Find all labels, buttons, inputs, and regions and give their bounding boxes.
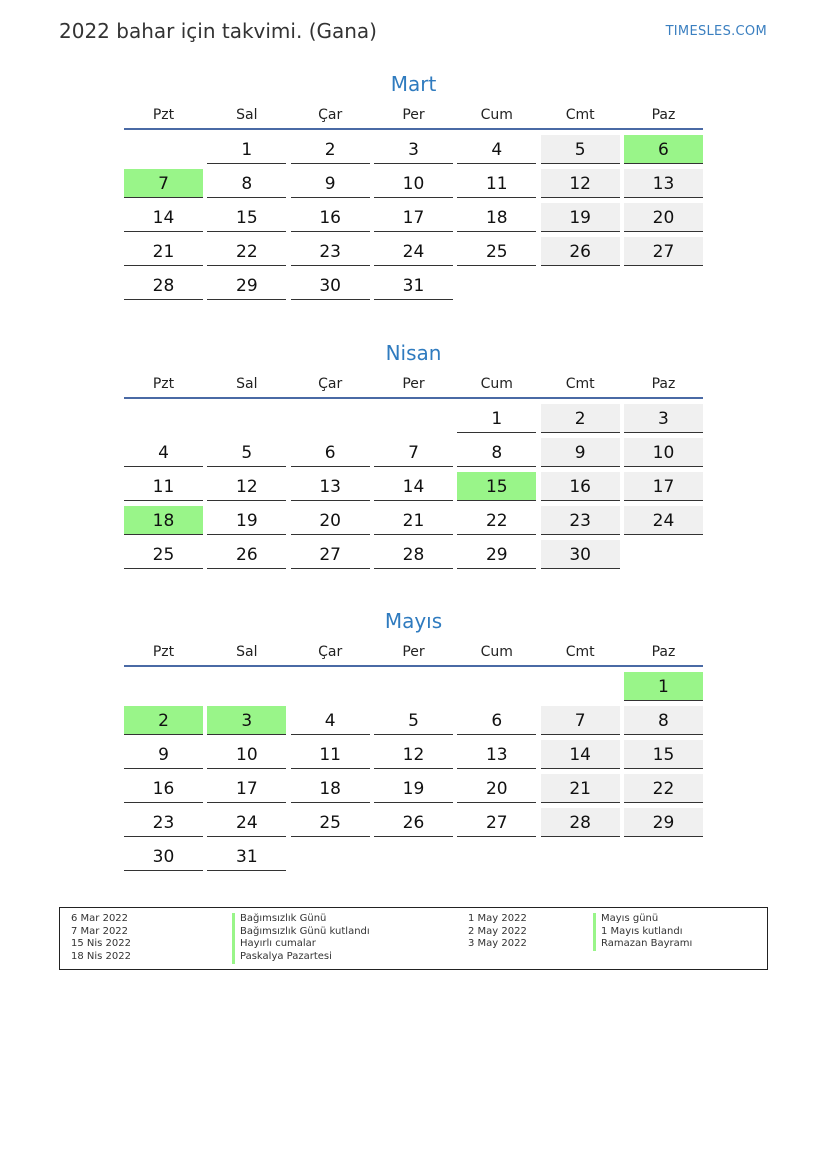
legend-holiday-name: Bağımsızlık Günü kutlandı [232,926,370,939]
day-cell[interactable]: 7 [374,438,453,467]
day-cell[interactable]: 3 [624,404,703,433]
day-cell[interactable]: 20 [624,203,703,232]
day-cell[interactable]: 31 [207,842,286,871]
weekday-label: Cmt [565,644,595,660]
day-cell[interactable]: 27 [624,237,703,266]
weekday-header [124,643,703,667]
legend-date: 1 May 2022 [468,913,527,924]
day-cell[interactable]: 17 [374,203,453,232]
day-cell[interactable]: 26 [374,808,453,837]
weekday-header [124,106,703,130]
empty-cell [291,404,370,433]
day-cell[interactable]: 25 [124,540,203,569]
day-cell[interactable]: 2 [541,404,620,433]
weekday-label: Cum [480,107,513,123]
day-cell[interactable]: 4 [457,135,536,164]
day-cell[interactable]: 22 [457,506,536,535]
weekday-label: Per [402,376,425,392]
weekday-label: Paz [651,376,676,392]
day-cell[interactable]: 25 [291,808,370,837]
day-cell[interactable]: 23 [291,237,370,266]
day-cell[interactable]: 12 [541,169,620,198]
weekday-label: Cum [480,644,513,660]
day-cell[interactable]: 10 [207,740,286,769]
legend-date: 7 Mar 2022 [71,925,129,937]
day-cell[interactable]: 6 [291,438,370,467]
legend-date: 15 Nis 2022 [71,938,131,950]
day-cell[interactable]: 21 [374,506,453,535]
weekday-label: Çar [318,644,343,660]
day-cell[interactable]: 5 [541,135,620,164]
holiday-day-cell[interactable]: 1 [624,672,703,701]
legend-right-names [593,913,692,951]
day-cell[interactable]: 21 [541,774,620,803]
day-cell[interactable]: 23 [124,808,203,837]
day-cell[interactable]: 26 [207,540,286,569]
day-cell[interactable]: 11 [291,740,370,769]
day-cell[interactable]: 24 [624,506,703,535]
day-cell[interactable]: 14 [374,472,453,501]
weekday-label: Paz [651,107,676,123]
day-cell[interactable]: 9 [291,169,370,198]
legend-left-names [232,913,370,964]
day-cell[interactable]: 4 [124,438,203,467]
legend-holiday-name: Bağımsızlık Günü [232,913,370,926]
day-cell[interactable]: 31 [374,271,453,300]
weekday-label: Paz [651,644,676,660]
month-april [124,339,703,569]
day-cell[interactable]: 30 [291,271,370,300]
holiday-legend [59,907,768,970]
holiday-day-cell[interactable]: 7 [124,169,203,198]
holiday-day-cell[interactable]: 18 [124,506,203,535]
holiday-day-cell[interactable]: 3 [207,706,286,735]
empty-cell [541,672,620,701]
day-cell[interactable]: 11 [124,472,203,501]
legend-date: 6 Mar 2022 [71,913,129,924]
day-cell[interactable]: 30 [124,842,203,871]
weekday-label: Sal [236,644,258,660]
month-may [124,607,703,871]
day-cell[interactable]: 27 [291,540,370,569]
legend-holiday-name: Hayırlı cumalar [232,938,370,951]
legend-date: 18 Nis 2022 [71,951,131,963]
day-cell[interactable]: 11 [457,169,536,198]
day-cell[interactable]: 21 [124,237,203,266]
day-cell[interactable]: 20 [457,774,536,803]
day-cell[interactable]: 15 [624,740,703,769]
weekday-label: Sal [236,107,258,123]
day-cell[interactable]: 16 [124,774,203,803]
empty-cell [457,672,536,701]
day-cell[interactable]: 1 [207,135,286,164]
day-grid [124,672,703,871]
day-cell[interactable]: 10 [374,169,453,198]
day-cell[interactable]: 24 [374,237,453,266]
day-cell[interactable]: 2 [291,135,370,164]
day-cell[interactable]: 4 [291,706,370,735]
legend-left-dates [71,913,131,964]
day-cell[interactable]: 29 [207,271,286,300]
weekday-label: Cmt [565,107,595,123]
empty-cell [124,135,203,164]
month-title: Nisan [385,341,442,365]
day-cell[interactable]: 19 [207,506,286,535]
day-cell[interactable]: 19 [541,203,620,232]
day-cell[interactable]: 26 [541,237,620,266]
legend-holiday-name: 1 Mayıs kutlandı [593,926,692,939]
weekday-label: Çar [318,107,343,123]
day-cell[interactable]: 8 [624,706,703,735]
legend-date: 2 May 2022 [468,925,527,937]
day-cell[interactable]: 28 [124,271,203,300]
day-cell[interactable]: 13 [457,740,536,769]
day-cell[interactable]: 25 [457,237,536,266]
empty-cell [374,404,453,433]
day-cell[interactable]: 29 [457,540,536,569]
day-cell[interactable]: 24 [207,808,286,837]
day-cell[interactable]: 28 [541,808,620,837]
empty-cell [124,672,203,701]
legend-date: 3 May 2022 [468,938,527,950]
day-cell[interactable]: 9 [124,740,203,769]
day-cell[interactable]: 7 [541,706,620,735]
day-cell[interactable]: 5 [374,706,453,735]
day-cell[interactable]: 18 [291,774,370,803]
day-grid [124,135,703,300]
day-cell[interactable]: 8 [207,169,286,198]
day-cell[interactable]: 28 [374,540,453,569]
holiday-day-cell[interactable]: 2 [124,706,203,735]
day-cell[interactable]: 29 [624,808,703,837]
empty-cell [291,672,370,701]
day-cell[interactable]: 6 [457,706,536,735]
day-cell[interactable]: 19 [374,774,453,803]
weekday-label: Pzt [152,644,175,660]
day-cell[interactable]: 22 [207,237,286,266]
day-cell[interactable]: 16 [541,472,620,501]
month-title: Mart [390,72,437,96]
day-cell[interactable]: 13 [291,472,370,501]
day-cell[interactable]: 17 [207,774,286,803]
day-cell[interactable]: 14 [124,203,203,232]
weekday-label: Çar [318,376,343,392]
day-cell[interactable]: 12 [207,472,286,501]
day-cell[interactable]: 17 [624,472,703,501]
legend-right-dates [468,913,527,951]
day-cell[interactable]: 13 [624,169,703,198]
day-cell[interactable]: 8 [457,438,536,467]
empty-cell [124,404,203,433]
day-cell[interactable]: 14 [541,740,620,769]
weekday-label: Sal [236,376,258,392]
empty-cell [207,404,286,433]
empty-cell [374,672,453,701]
day-cell[interactable]: 15 [207,203,286,232]
day-cell[interactable]: 3 [374,135,453,164]
day-cell[interactable]: 1 [457,404,536,433]
day-cell[interactable]: 10 [624,438,703,467]
weekday-label: Per [402,644,425,660]
empty-cell [207,672,286,701]
day-cell[interactable]: 27 [457,808,536,837]
weekday-label: Cum [480,376,513,392]
day-cell[interactable]: 23 [541,506,620,535]
site-link[interactable]: TIMESLES.COM [665,24,767,39]
day-cell[interactable]: 5 [207,438,286,467]
day-cell[interactable]: 18 [457,203,536,232]
weekday-label: Pzt [152,376,175,392]
day-cell[interactable]: 16 [291,203,370,232]
weekday-label: Per [402,107,425,123]
day-grid [124,404,703,569]
day-cell[interactable]: 30 [541,540,620,569]
holiday-day-cell[interactable]: 15 [457,472,536,501]
day-cell[interactable]: 22 [624,774,703,803]
weekday-label: Pzt [152,107,175,123]
month-title: Mayıs [384,609,443,633]
day-cell[interactable]: 20 [291,506,370,535]
page-title: 2022 bahar için takvimi. (Gana) [59,19,377,43]
legend-holiday-name: Mayıs günü [593,913,692,926]
day-cell[interactable]: 9 [541,438,620,467]
weekday-label: Cmt [565,376,595,392]
legend-holiday-name: Paskalya Pazartesi [232,951,370,964]
legend-holiday-name: Ramazan Bayramı [593,938,692,951]
month-march [124,70,703,300]
holiday-day-cell[interactable]: 6 [624,135,703,164]
weekday-header [124,375,703,399]
day-cell[interactable]: 12 [374,740,453,769]
